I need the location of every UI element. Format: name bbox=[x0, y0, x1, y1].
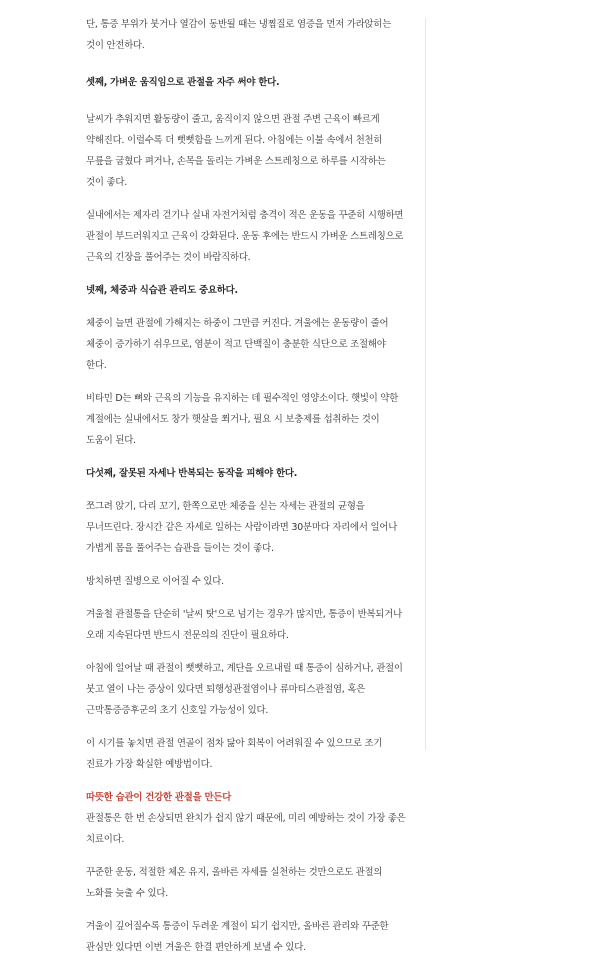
section-heading-3: 셋째, 가벼운 움직임으로 관절을 자주 써야 한다. bbox=[86, 77, 280, 88]
sidebar-divider bbox=[425, 18, 426, 750]
paragraph: 아침에 일어날 때 관절이 뻣뻣하고, 계단을 오르내릴 때 통증이 심하거나, 관절이 붓고 열이 나는 증상이 있다면 퇴행성관절염이나 류마티스관절염, 혹은 근막통증증후군의 초기 신호일 가능성이 있다. bbox=[86, 663, 403, 716]
paragraph: 실내에서는 제자리 걷기나 실내 자전거처럼 충격이 적은 운동을 꾸준히 시행하면 관절이 부드러워지고 근육이 강화된다. 운동 후에는 반드시 가벼운 스트레칭으로 근육의 긴장을 풀어주는 것이 바람직하다. bbox=[86, 210, 404, 263]
paragraph: 날씨가 추워지면 활동량이 줄고, 움직이지 않으면 관절 주변 근육이 빠르게 약해진다. 이럴수록 더 뻣뻣함을 느끼게 된다. 아침에는 이불 속에서 천천히 무릎을 굽혔다 펴거나, 손목을 돌리는 가벼운 스트레칭으로 하루를 시작하는 것이 좋다. bbox=[86, 114, 386, 188]
paragraph: 단, 통증 부위가 붓거나 열감이 동반될 때는 냉찜질로 염증을 먼저 가라앉히는 것이 안전하다. bbox=[86, 19, 392, 51]
paragraph: 쪼그려 앉기, 다리 꼬기, 한쪽으로만 체중을 싣는 자세는 관절의 균형을 무너뜨린다. 장시간 같은 자세로 일하는 사람이라면 30분마다 자리에서 일어나 가볍게 몸을 풀어주는 습관을 들이는 것이 좋다. bbox=[86, 501, 398, 554]
paragraph: 관절통은 한 번 손상되면 완치가 쉽지 않기 때문에, 미리 예방하는 것이 가장 좋은 치료이다. bbox=[86, 813, 406, 845]
article-body bbox=[86, 0, 406, 958]
section-heading-4: 넷째, 체중과 식습관 관리도 중요하다. bbox=[86, 285, 238, 296]
paragraph: 이 시기를 놓치면 관절 연골이 점차 닳아 회복이 어려워질 수 있으므로 조기 진료가 가장 확실한 예방법이다. bbox=[86, 738, 383, 770]
section-heading-5: 다섯째, 잘못된 자세나 반복되는 동작을 피해야 한다. bbox=[86, 468, 298, 479]
paragraph: 체중이 늘면 관절에 가해지는 하중이 그만큼 커진다. 겨울에는 운동량이 줄어 체중이 증가하기 쉬우므로, 염분이 적고 단백질이 충분한 식단으로 조절해야 한다. bbox=[86, 318, 389, 371]
paragraph: 꾸준한 운동, 적절한 체온 유지, 올바른 자세를 실천하는 것만으로도 관절의 노화를 늦출 수 있다. bbox=[86, 867, 383, 899]
paragraph: 겨울이 깊어질수록 통증이 두려운 계절이 되기 쉽지만, 올바른 관리와 꾸준한 관심만 있다면 이번 겨울은 한결 편안하게 보낼 수 있다. bbox=[86, 921, 389, 953]
section-heading-conclusion: 따뜻한 습관이 건강한 관절을 만든다 bbox=[86, 792, 232, 803]
paragraph: 겨울철 관절통을 단순히 '날씨 탓'으로 넘기는 경우가 많지만, 통증이 반복되거나 오래 지속된다면 반드시 전문의의 진단이 필요하다. bbox=[86, 609, 402, 641]
paragraph: 비타민 D는 뼈와 근육의 기능을 유지하는 데 필수적인 영양소이다. 햇빛이 약한 계절에는 실내에서도 창가 햇살을 쬐거나, 필요 시 보충제를 섭취하는 것이 도움이 된다. bbox=[86, 393, 399, 446]
paragraph: 방치하면 질병으로 이어질 수 있다. bbox=[86, 576, 224, 587]
